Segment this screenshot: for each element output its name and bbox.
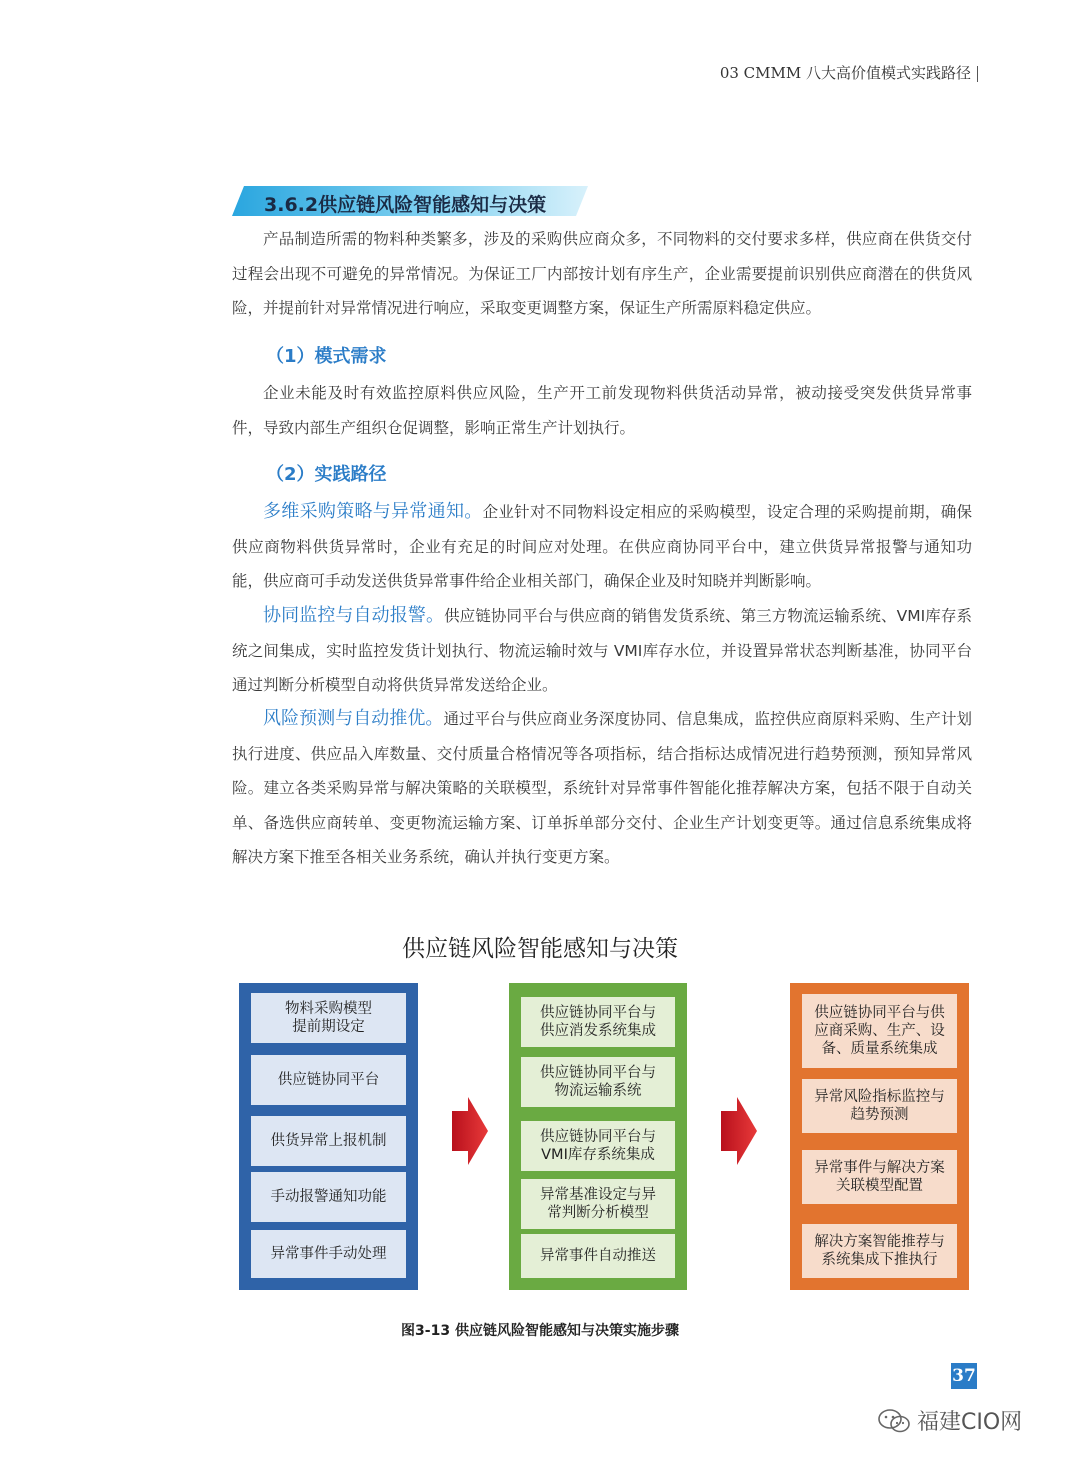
blue-box-2 xyxy=(251,1055,406,1105)
figure-caption: 图3-13 供应链风险智能感知与决策实施步骤 xyxy=(401,1323,679,1339)
running-header xyxy=(720,62,978,83)
path-item-1 xyxy=(232,495,972,599)
green-box-1-label: 供应链协同平台与 供应消发系统集成 xyxy=(540,1005,656,1039)
orange-box-4 xyxy=(802,1224,957,1278)
figure-column-orange xyxy=(790,983,969,1290)
orange-box-3-label: 异常事件与解决方案 关联模型配置 xyxy=(814,1160,945,1194)
green-box-5 xyxy=(521,1234,675,1278)
wechat-icon xyxy=(877,1408,911,1434)
green-box-5-label: 异常事件自动推送 xyxy=(540,1248,656,1264)
orange-box-1 xyxy=(802,994,957,1068)
blue-box-3 xyxy=(251,1116,406,1166)
blue-box-5 xyxy=(251,1230,406,1278)
path-item-1-lead: 多维采购策略与异常通知。 xyxy=(263,501,483,522)
orange-box-2 xyxy=(802,1079,957,1133)
green-box-2 xyxy=(521,1057,675,1107)
green-box-2-label: 供应链协同平台与 物流运输系统 xyxy=(540,1065,656,1099)
green-box-4 xyxy=(521,1179,675,1229)
path-item-2 xyxy=(232,599,972,703)
running-header-title: 03 CMMM 八大高价值模式实践路径 xyxy=(719,64,971,82)
path-item-2-text: 供应链协同平台与供应商的销售发货系统、第三方物流运输系统、VMI库存系统之间集成，实时监控发货计划执行、物流运输时效与 VMI库存水位，并设置异常状态判断基准，协同平台通过判断分析模型自动将供货异常发送给企业。 xyxy=(232,607,972,694)
path-item-1-text: 企业针对不同物料设定相应的采购模型，设定合理的采购提前期，确保供应商物料供货异常时，企业有充足的时间应对处理。在供应商协同平台中，建立供货异常报警与通知功能，供应商可手动发送供货异常事件给企业相关部门，确保企业及时知晓并判断影响。 xyxy=(232,503,972,590)
path-heading: （2）实践路径 xyxy=(266,464,387,485)
intro-paragraph: 产品制造所需的物料种类繁多，涉及的采购供应商众多，不同物料的交付要求多样，供应商在供货交付过程会出现不可避免的异常情况。为保证工厂内部按计划有序生产，企业需要提前识别供应商潜在的供货风险，并提前针对异常情况进行响应，采取变更调整方案，保证生产所需原料稳定供应。 xyxy=(232,230,972,317)
blue-box-1-label: 物料采购模型 提前期设定 xyxy=(285,1001,372,1035)
green-box-3-label: 供应链协同平台与 VMI库存系统集成 xyxy=(540,1129,656,1163)
section-banner xyxy=(232,186,588,216)
path-item-3-text: 通过平台与供应商业务深度协同、信息集成，监控供应商原料采购、生产计划执行进度、供应品入库数量、交付质量合格情况等各项指标，结合指标达成情况进行趋势预测，预知异常风险。建立各类采购异常与解决策略的关联模型，系统针对异常事件智能化推荐解决方案，包括不限于自动关单、备选供应商转单、变更物流运输方案、订单拆单部分交付、企业生产计划变更等。通过信息系统集成将解决方案下推至各相关业务系统，确认并执行变更方案。 xyxy=(232,710,972,866)
arrow-right-icon xyxy=(452,1097,488,1165)
figure-column-green xyxy=(509,983,687,1290)
section-title: 3.6.2供应链风险智能感知与决策 xyxy=(264,194,547,216)
green-box-1 xyxy=(521,997,675,1047)
watermark-text: 福建CIO网 xyxy=(917,1410,1023,1435)
path-item-3 xyxy=(232,702,972,875)
need-heading: （1）模式需求 xyxy=(266,346,387,367)
green-box-3 xyxy=(521,1121,675,1171)
page-number: 37 xyxy=(951,1363,977,1389)
blue-box-2-label: 供应链协同平台 xyxy=(277,1072,380,1088)
orange-box-3 xyxy=(802,1150,957,1204)
blue-box-4 xyxy=(251,1172,406,1222)
orange-box-4-label: 解决方案智能推荐与 系统集成下推执行 xyxy=(814,1234,945,1268)
green-box-4-label: 异常基准设定与异 常判断分析模型 xyxy=(540,1187,656,1221)
orange-box-1-label: 供应链协同平台与供 应商采购、生产、设 备、质量系统集成 xyxy=(814,1005,945,1057)
blue-box-4-label: 手动报警通知功能 xyxy=(270,1189,387,1205)
orange-box-2-label: 异常风险指标监控与 趋势预测 xyxy=(814,1089,945,1123)
figure-title: 供应链风险智能感知与决策 xyxy=(402,936,678,962)
blue-box-3-label: 供货异常上报机制 xyxy=(270,1133,387,1149)
blue-box-1 xyxy=(251,993,406,1043)
path-item-3-lead: 风险预测与自动推优。 xyxy=(263,708,444,729)
need-paragraph: 企业未能及时有效监控原料供应风险，生产开工前发现物料供货活动异常，被动接受突发供货异常事件，导致内部生产组织仓促调整，影响正常生产计划执行。 xyxy=(232,384,972,437)
figure-column-blue xyxy=(239,983,418,1290)
arrow-right-icon xyxy=(721,1097,757,1165)
header-divider xyxy=(977,66,978,82)
blue-box-5-label: 异常事件手动处理 xyxy=(270,1246,387,1262)
path-item-2-lead: 协同监控与自动报警。 xyxy=(263,605,445,626)
watermark xyxy=(877,1405,1022,1436)
